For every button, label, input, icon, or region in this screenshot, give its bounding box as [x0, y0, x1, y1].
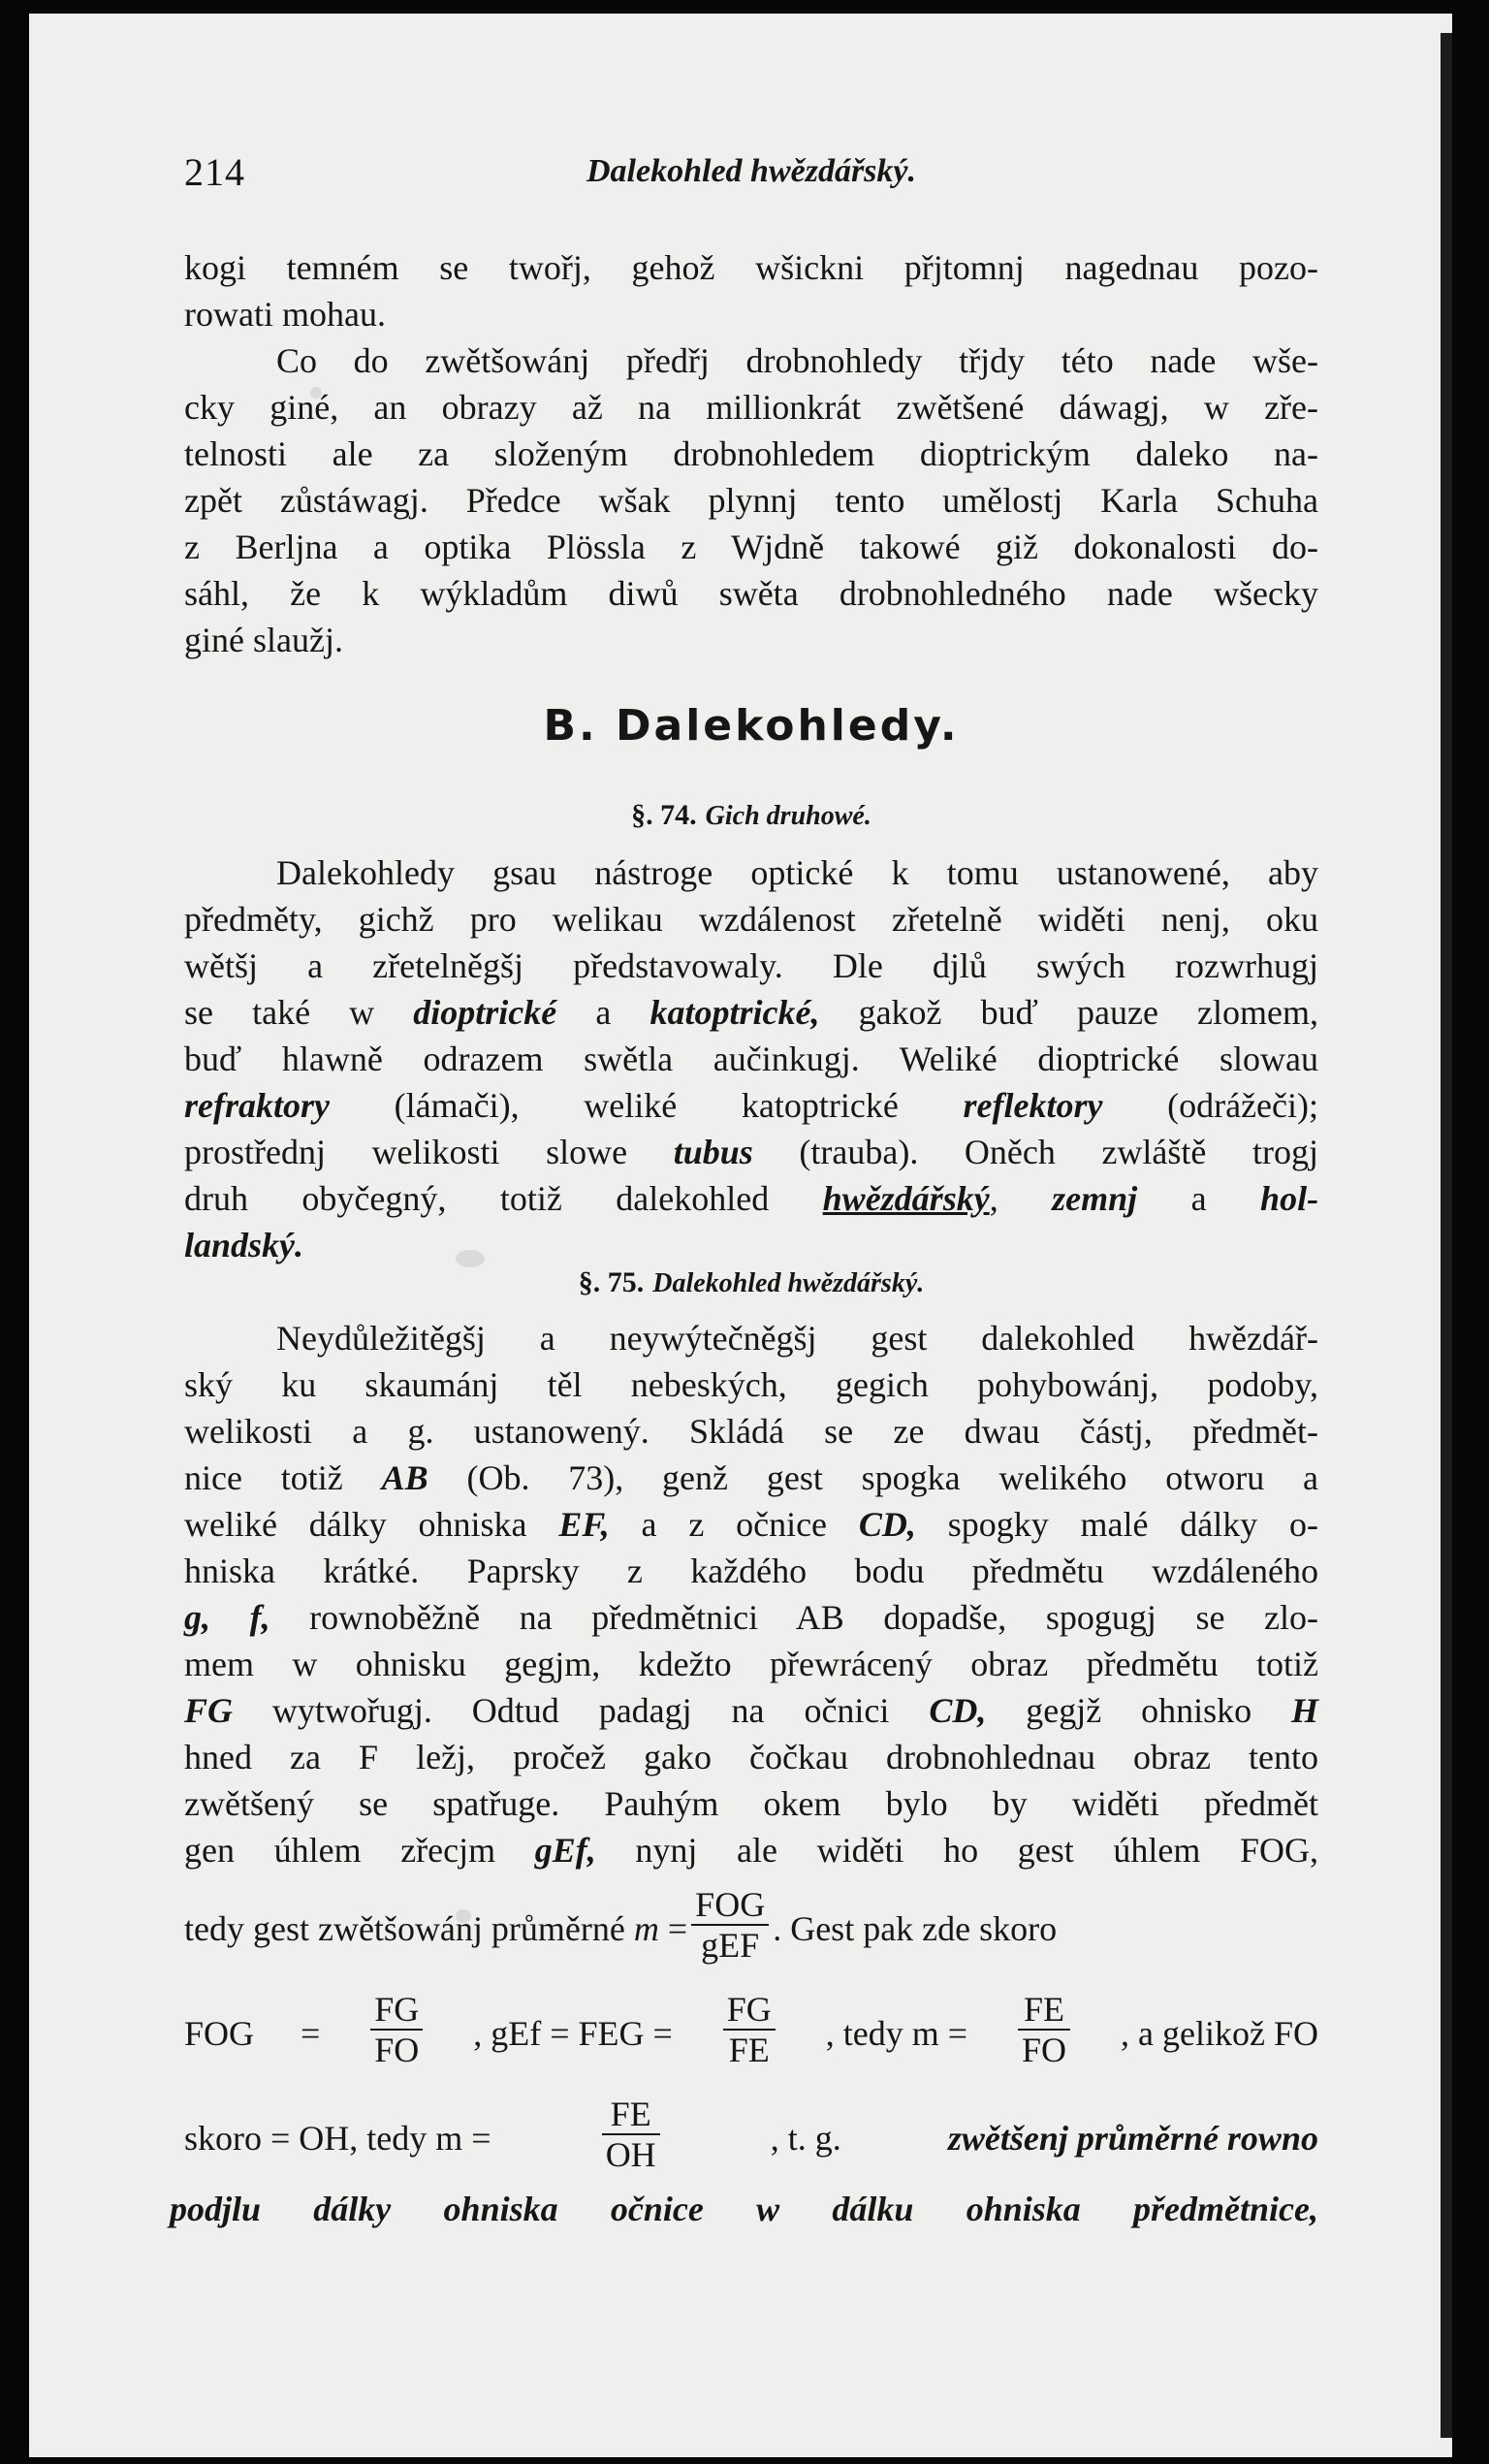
text-line: rowati mohau.: [184, 295, 386, 334]
text-span: . Gest pak zde skoro: [773, 1909, 1058, 1948]
text-span: a: [1190, 1179, 1207, 1218]
text-span: se také w: [184, 993, 375, 1032]
text-span: tedy gest zwětšowánj průměrné: [184, 1909, 625, 1948]
equation-line: [184, 1980, 1318, 2087]
emphasis-term: dioptrické: [413, 993, 557, 1032]
text-span: , t. g.: [770, 2119, 841, 2158]
text-line: hned za F ležj, pročež gako čočkau drobnohlednau obraz tento: [184, 1738, 1318, 1776]
text-span: (Ob. 73), genž gest spogka welikého otworu a: [466, 1458, 1319, 1497]
fraction-numerator: FG: [726, 1990, 772, 2029]
running-title: Dalekohled hwězdářský.: [586, 153, 916, 189]
fraction-denominator: FO: [370, 2029, 423, 2067]
fraction: [370, 1992, 423, 2067]
text-line: landský.: [184, 1226, 304, 1264]
text-line: [184, 1129, 1318, 1175]
fraction: [602, 2096, 660, 2172]
text-span: gen úhlem zřecjm: [184, 1831, 496, 1870]
text-span: gakož buď pauze zlomem,: [858, 993, 1319, 1032]
emphasis-term: FG: [184, 1691, 234, 1730]
fraction-denominator: FE: [723, 2029, 776, 2067]
emphasis-term: gEf,: [534, 1831, 596, 1870]
text-line: welikosti a g. ustanowený. Skládá se ze dwau částj, předmět-: [184, 1412, 1318, 1451]
emphasis-term: g, f,: [184, 1598, 270, 1637]
text-line: [184, 1594, 1318, 1641]
text-line: cky giné, an obrazy až na millionkrát zwětšené dáwagj, w zře-: [184, 388, 1318, 427]
book-page: [29, 14, 1452, 2457]
fraction-denominator: FO: [1018, 2029, 1070, 2067]
emphasis-term: CD,: [858, 1505, 916, 1544]
text-span: , tedy m =: [825, 2014, 968, 2053]
text-span: druh obyčegný, totiž dalekohled: [184, 1179, 770, 1218]
text-line: buď hlawně odrazem swětla aučinkugj. Weliké dioptrické slowau: [184, 1040, 1318, 1078]
text-span: ,: [989, 1179, 998, 1218]
text-line: [184, 1687, 1318, 1734]
text-span: spogky malé dálky o-: [947, 1505, 1319, 1544]
page-number: 214: [184, 150, 245, 194]
emphasis-term: zwětšenj průměrné rowno: [947, 2119, 1318, 2158]
section-heading: B. Dalekohledy.: [543, 701, 960, 751]
fraction-numerator: FG: [374, 1990, 420, 2029]
emphasis-term: hol-: [1260, 1179, 1319, 1218]
equation-line: [184, 2085, 1318, 2192]
text-span: wytwořugj. Odtud padagj na očnici: [271, 1691, 890, 1730]
text-line: sáhl, že k wýkladům diwů swěta drobnohledného nade wšecky: [184, 574, 1318, 613]
text-span: FOG: [184, 2014, 255, 2053]
text-line: ský ku skaumánj těl nebeských, gegich pohybowánj, podoby,: [184, 1365, 1318, 1404]
text-line: telnosti ale za složeným drobnohledem dioptrickým daleko na-: [184, 434, 1318, 473]
text-line: [184, 1501, 1318, 1548]
emphasis-term: CD,: [929, 1691, 987, 1730]
text-span: (lámači), weliké katoptrické: [394, 1086, 899, 1125]
text-span: (odrážeči);: [1167, 1086, 1318, 1125]
fraction-denominator: OH: [602, 2133, 660, 2172]
section-title: Dalekohled hwězdářský.: [652, 1268, 925, 1298]
emphasis-term: H: [1291, 1691, 1319, 1730]
running-header: [184, 149, 1318, 208]
text-line: zpět zůstáwagj. Předce wšak plynnj tento umělostj Karla Schuha: [184, 481, 1318, 520]
text-line: Dalekohledy gsau nástroge optické k tomu ustanowené, aby: [276, 853, 1318, 892]
text-line: Co do zwětšowánj předřj drobnohledy třjdy této nade wše-: [276, 341, 1318, 380]
fraction: [723, 1992, 776, 2067]
text-line: podjlu dálky ohniska očnice w dálku ohniska předmětnice,: [170, 2190, 1318, 2228]
text-line: [184, 1455, 1318, 1501]
text-span: rownoběžně na předmětnici AB dopadše, spogugj se zlo-: [309, 1598, 1318, 1637]
fraction-numerator: FOG: [695, 1885, 766, 1924]
text-line: [184, 989, 1318, 1036]
emphasis-term: tubus: [673, 1133, 753, 1171]
fraction: [691, 1887, 769, 1963]
emphasis-term: AB: [381, 1458, 428, 1497]
equation-line: [184, 1875, 1318, 1982]
text-line: mem w ohnisku gegjm, kdežto přewrácený obraz předmětu totiž: [184, 1645, 1318, 1683]
text-span: a z očnice: [641, 1505, 828, 1544]
text-line: giné slaužj.: [184, 621, 343, 659]
emphasis-term: reflektory: [963, 1086, 1103, 1125]
equals-sign: =: [667, 1909, 688, 1948]
fraction-numerator: FE: [1024, 1990, 1065, 2029]
text-span: (trauba). Oněch zwláště trogj: [799, 1133, 1318, 1171]
text-span: , gEf = FEG =: [473, 2014, 673, 2053]
section-number: §. 74.: [631, 799, 697, 831]
text-span: prostřednj welikosti slowe: [184, 1133, 628, 1171]
text-line: wětšj a zřetelněgšj představowaly. Dle djlů swých rozwrhugj: [184, 946, 1318, 985]
emphasis-term: EF,: [558, 1505, 610, 1544]
text-span: gegjž ohnisko: [1026, 1691, 1252, 1730]
text-span: weliké dálky ohniska: [184, 1505, 527, 1544]
subsection-heading: [184, 1257, 1318, 1307]
fraction-numerator: FE: [610, 2095, 651, 2133]
text-line: [184, 1082, 1318, 1129]
emphasis-term: hwězdářský: [822, 1179, 990, 1218]
text-span: skoro = OH, tedy m =: [184, 2119, 491, 2158]
fraction: [1018, 1992, 1070, 2067]
fraction-denominator: gEF: [691, 1924, 769, 1963]
text-span: , a gelikož FO: [1121, 2014, 1318, 2053]
text-span: a: [595, 993, 612, 1032]
text-line: zwětšený se spatřuge. Pauhým okem bylo by widěti předmět: [184, 1784, 1318, 1823]
text-line: Neydůležitěgšj a neywýtečněgšj gest dalekohled hwězdář-: [276, 1319, 1318, 1358]
emphasis-term: zemnj: [1052, 1179, 1138, 1218]
text-line: hniska krátké. Paprsky z každého bodu předmětu wzdáleného: [184, 1552, 1318, 1590]
text-span: nynj ale widěti ho gest úhlem FOG,: [635, 1831, 1319, 1870]
page-edge-shadow: [1441, 33, 1452, 2438]
equals-sign: =: [300, 2014, 321, 2053]
math-variable: m: [633, 1909, 659, 1948]
text-line: [184, 1827, 1318, 1873]
text-line: [184, 1175, 1318, 1222]
section-number: §. 75.: [578, 1266, 645, 1298]
text-line: kogi temném se twořj, gehož wšickni přjtomnj nagednau pozo-: [184, 248, 1318, 287]
text-line: předměty, gichž pro welikau wzdálenost zřetelně widěti nenj, oku: [184, 900, 1318, 939]
subsection-heading: [184, 789, 1318, 840]
emphasis-term: refraktory: [184, 1086, 330, 1125]
text-span: nice totiž: [184, 1458, 343, 1497]
section-title: Gich druhowé.: [705, 801, 871, 831]
emphasis-term: katoptrické,: [649, 993, 820, 1032]
text-line: z Berljna a optika Plössla z Wjdně takowé giž dokonalosti do-: [184, 528, 1318, 566]
